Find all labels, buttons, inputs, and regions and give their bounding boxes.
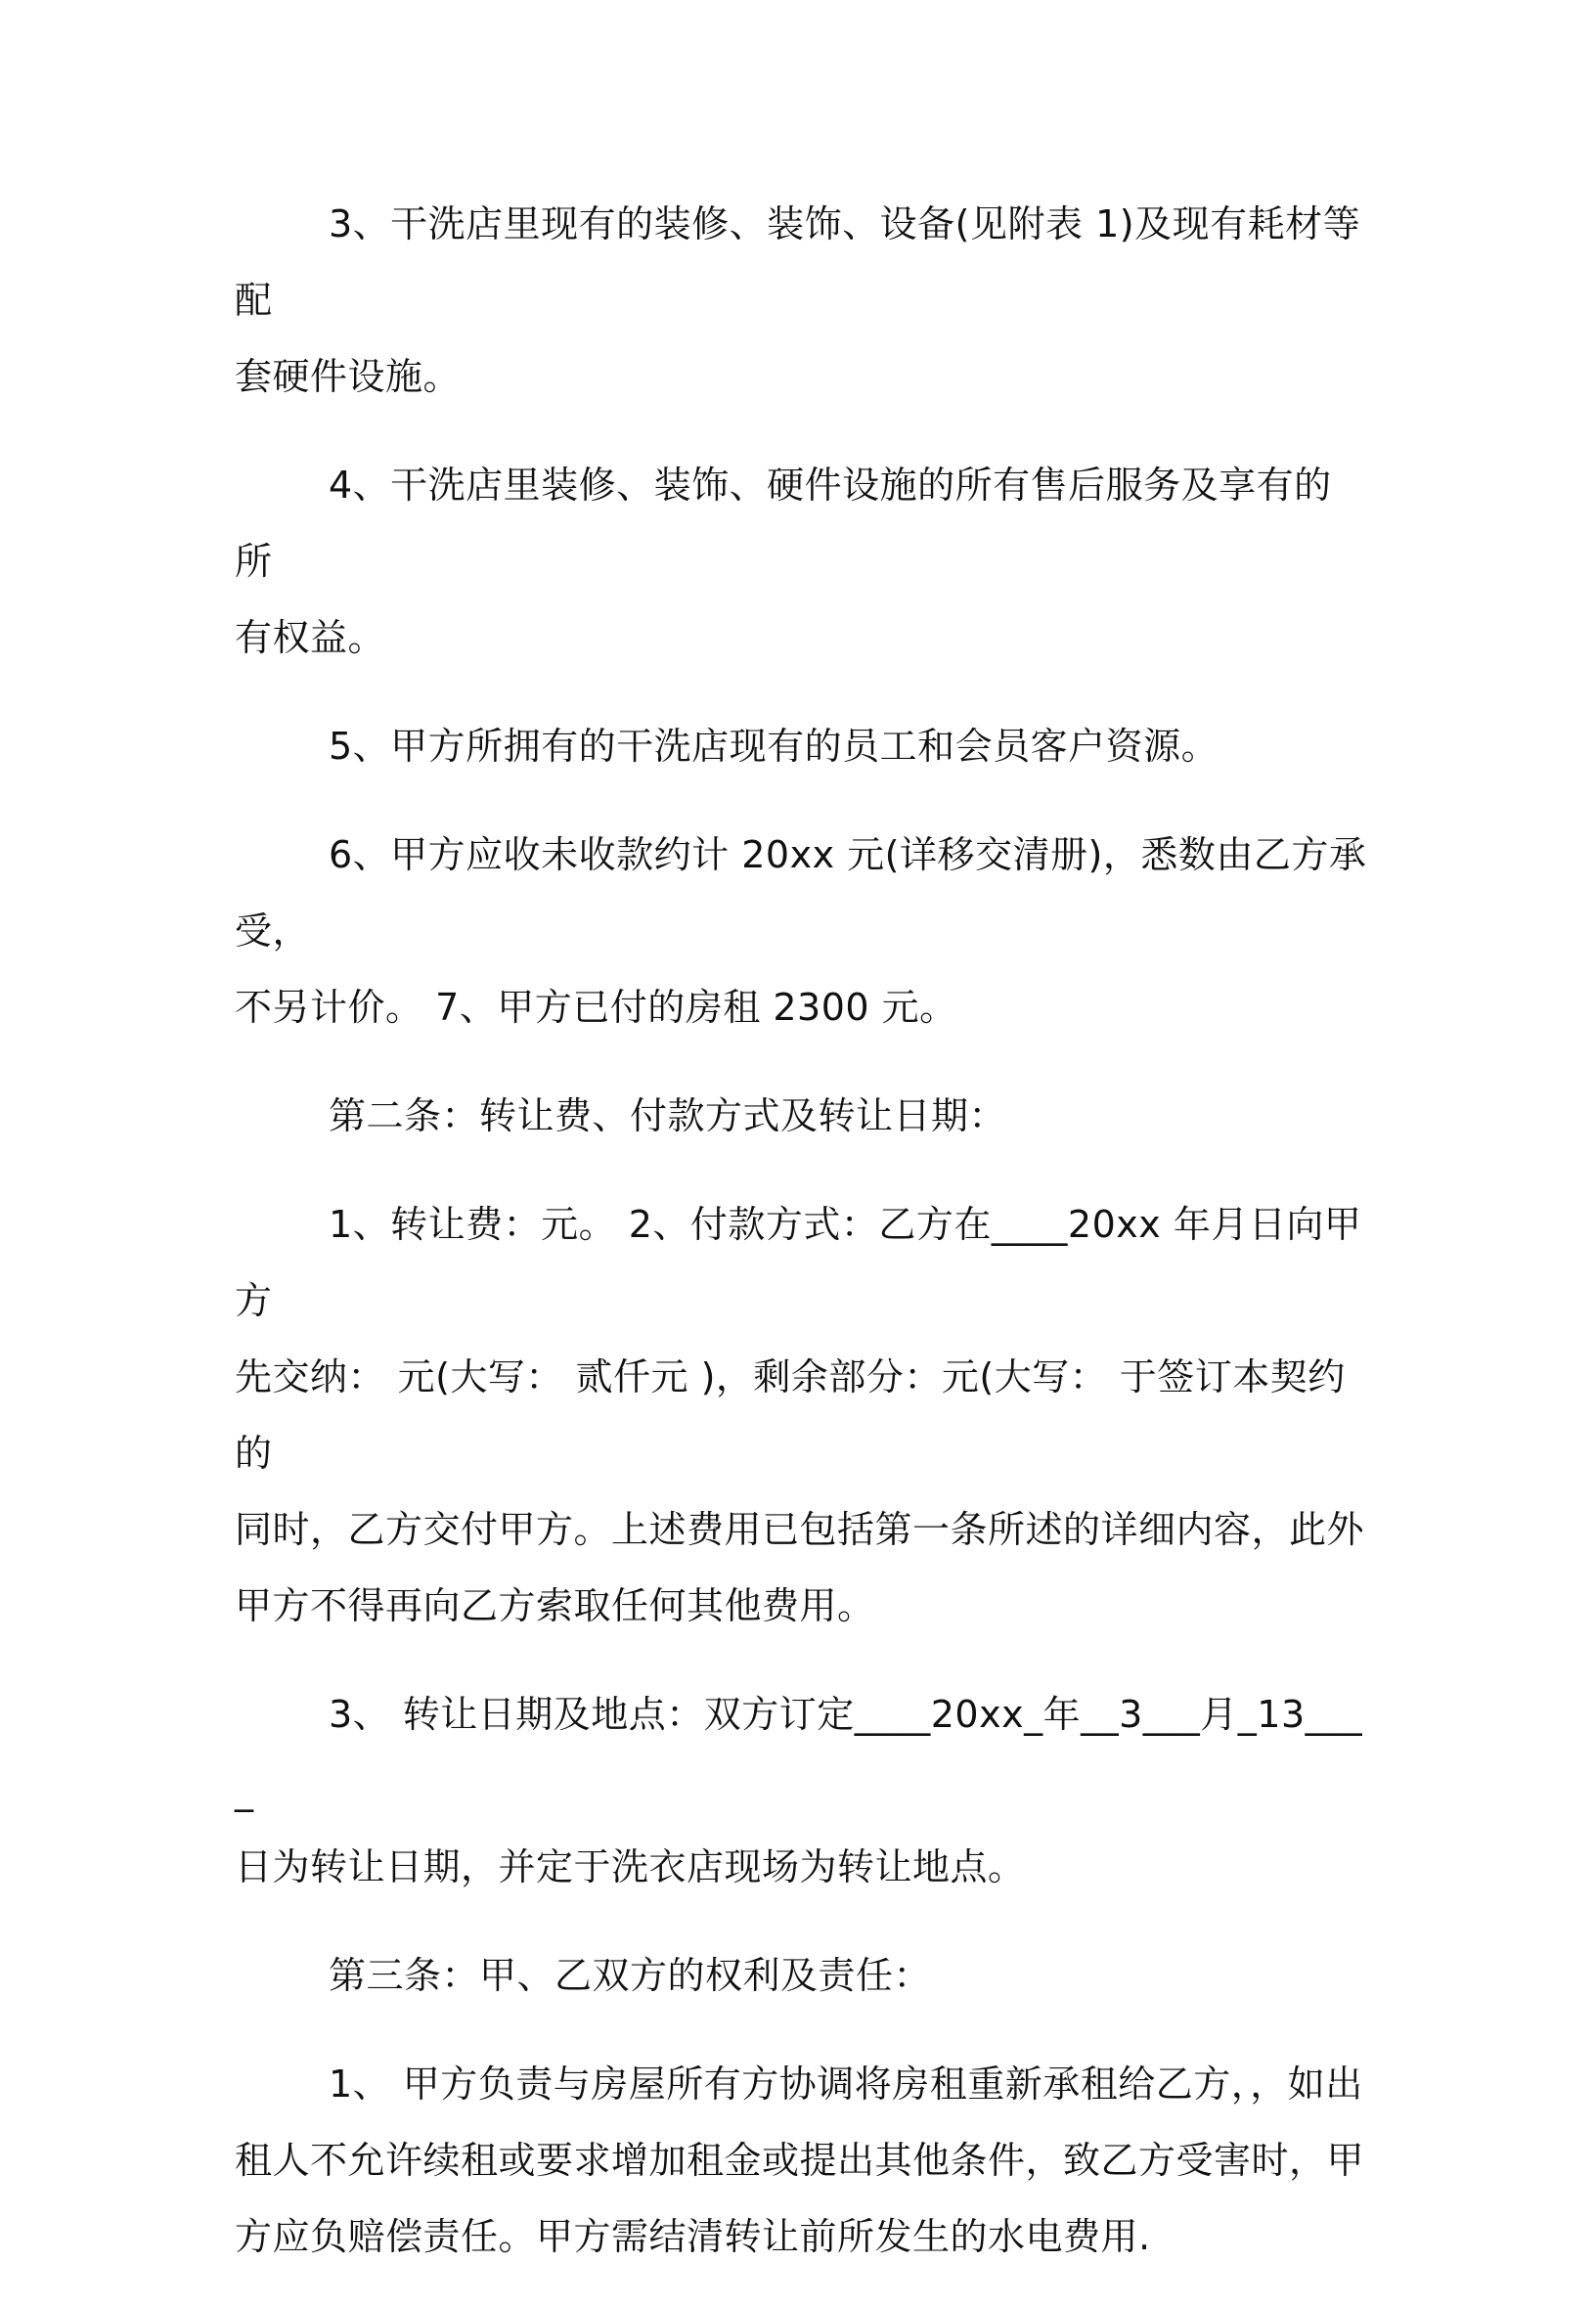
paragraph-line: 先交纳： 元(大写： 贰仟元 )，剩余部分：元(大写： 于签订本契约的 — [235, 1355, 1346, 1475]
paragraph-item-6-7 — [235, 817, 1369, 1045]
paragraph-line: 甲方不得再向乙方索取任何其他费用。 — [235, 1584, 875, 1627]
paragraph-line: 1、转让费：元。 2、付款方式：乙方在____20xx 年月日向甲方 — [235, 1203, 1362, 1322]
document-body — [235, 186, 1369, 2307]
paragraph-line: 3、干洗店里现有的装修、装饰、设备(见附表 1)及现有耗材等配 — [235, 202, 1361, 322]
paragraph-line: 3、 转让日期及地点：双方订定____20xx_年__3___月_13____ — [235, 1693, 1363, 1812]
paragraph-line: 租人不允许续租或要求增加租金或提出其他条件，致乙方受害时，甲 — [235, 2139, 1365, 2182]
paragraph-party-a-responsibility — [235, 2046, 1369, 2275]
paragraph-transfer-date-location — [235, 1676, 1369, 1905]
paragraph-line: 方应负赔偿责任。甲方需结清转让前所发生的水电费用. — [235, 2215, 1151, 2258]
section-heading-article-3 — [235, 1937, 1369, 2014]
section-heading-text: 第二条：转让费、付款方式及转让日期： — [329, 1094, 1007, 1137]
paragraph-item-4 — [235, 447, 1369, 676]
paragraph-line: 同时，乙方交付甲方。上述费用已包括第一条所述的详细内容，此外 — [235, 1508, 1365, 1551]
section-heading-article-2 — [235, 1078, 1369, 1154]
paragraph-transfer-fee-payment — [235, 1186, 1369, 1644]
paragraph-line: 日为转让日期，并定于洗衣店现场为转让地点。 — [235, 1845, 1026, 1888]
paragraph-line: 4、干洗店里装修、装饰、硬件设施的所有售后服务及享有的所 — [235, 464, 1332, 583]
paragraph-line: 套硬件设施。 — [235, 355, 462, 398]
paragraph-item-5 — [235, 708, 1369, 784]
paragraph-line: 5、甲方所拥有的干洗店现有的员工和会员客户资源。 — [329, 725, 1219, 768]
paragraph-line: 有权益。 — [235, 616, 386, 659]
paragraph-item-3 — [235, 186, 1369, 415]
paragraph-line: 6、甲方应收未收款约计 20xx 元(详移交清册)，悉数由乙方承受， — [235, 833, 1367, 953]
section-heading-text: 第三条：甲、乙双方的权利及责任： — [329, 1954, 932, 1997]
paragraph-line: 1、 甲方负责与房屋所有方协调将房租重新承租给乙方，，如出 — [329, 2063, 1363, 2106]
paragraph-line: 不另计价。 7、甲方已付的房租 2300 元。 — [235, 986, 957, 1029]
